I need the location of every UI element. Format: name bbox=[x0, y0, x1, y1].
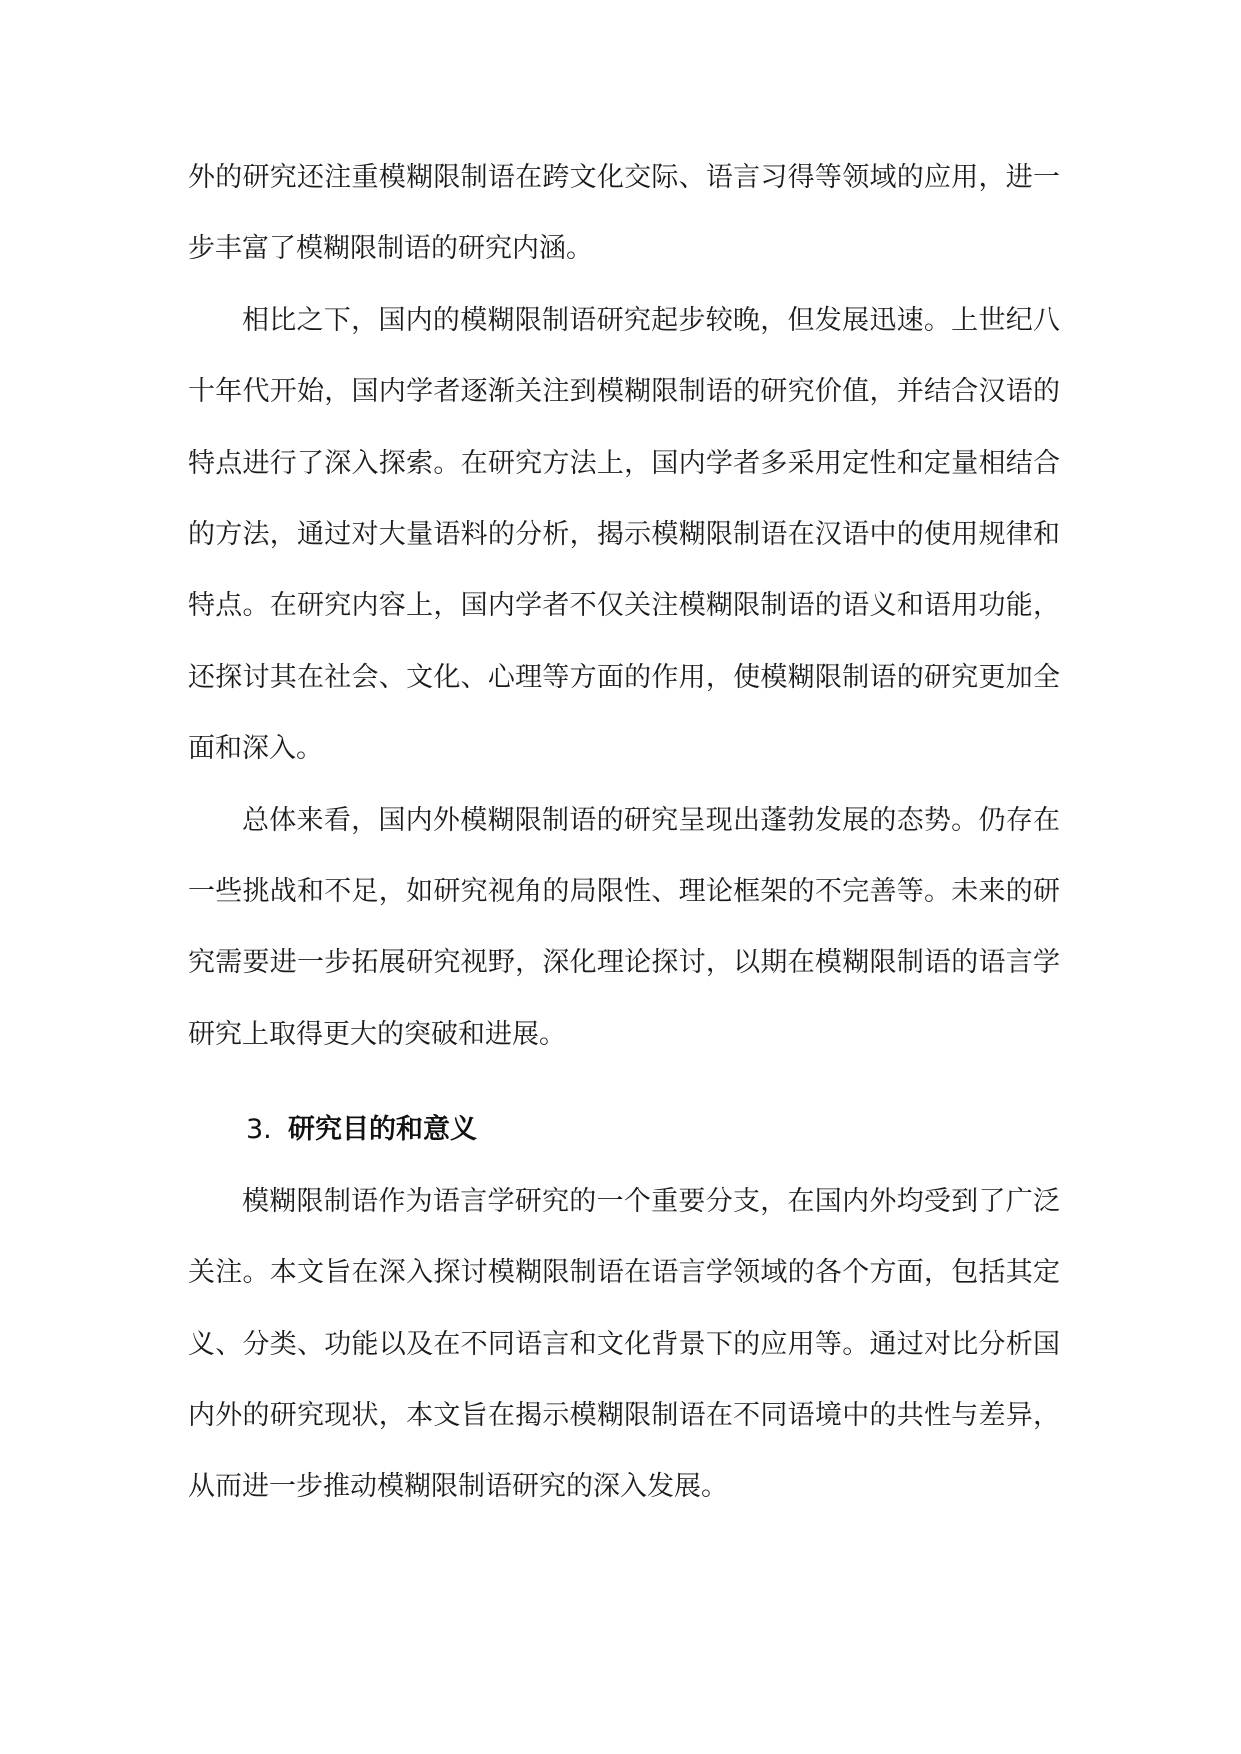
paragraph-research-purpose: 模糊限制语作为语言学研究的一个重要分支，在国内外均受到了广泛关注。本文旨在深入探讨模糊限制语在语言学领域的各个方面，包括其定义、分类、功能以及在不同语言和文化背景下的应用等。通过对比分析国内外的研究现状，本文旨在揭示模糊限制语在不同语境中的共性与差异，从而进一步推动模糊限制语研究的深入发展。 bbox=[188, 1185, 1060, 1503]
document-body bbox=[188, 142, 1060, 1523]
paragraph-continuation: 外的研究还注重模糊限制语在跨文化交际、语言习得等领域的应用，进一步丰富了模糊限制语的研究内涵。 bbox=[188, 162, 1060, 265]
section-number: 3. bbox=[246, 1114, 272, 1146]
section-title: 研究目的和意义 bbox=[288, 1114, 477, 1146]
paragraph-overall-summary: 总体来看，国内外模糊限制语的研究呈现出蓬勃发展的态势。仍存在一些挑战和不足，如研究视角的局限性、理论框架的不完善等。未来的研究需要进一步拓展研究视野，深化理论探讨，以期在模糊限制语的语言学研究上取得更大的突破和进展。 bbox=[188, 804, 1060, 1050]
paragraph-domestic-research: 相比之下，国内的模糊限制语研究起步较晚，但发展迅速。上世纪八十年代开始，国内学者逐渐关注到模糊限制语的研究价值，并结合汉语的特点进行了深入探索。在研究方法上，国内学者多采用定性和定量相结合的方法，通过对大量语料的分析，揭示模糊限制语在汉语中的使用规律和特点。在研究内容上，国内学者不仅关注模糊限制语的语义和语用功能，还探讨其在社会、文化、心理等方面的作用，使模糊限制语的研究更加全面和深入。 bbox=[188, 304, 1060, 765]
section-heading bbox=[188, 1094, 1060, 1165]
